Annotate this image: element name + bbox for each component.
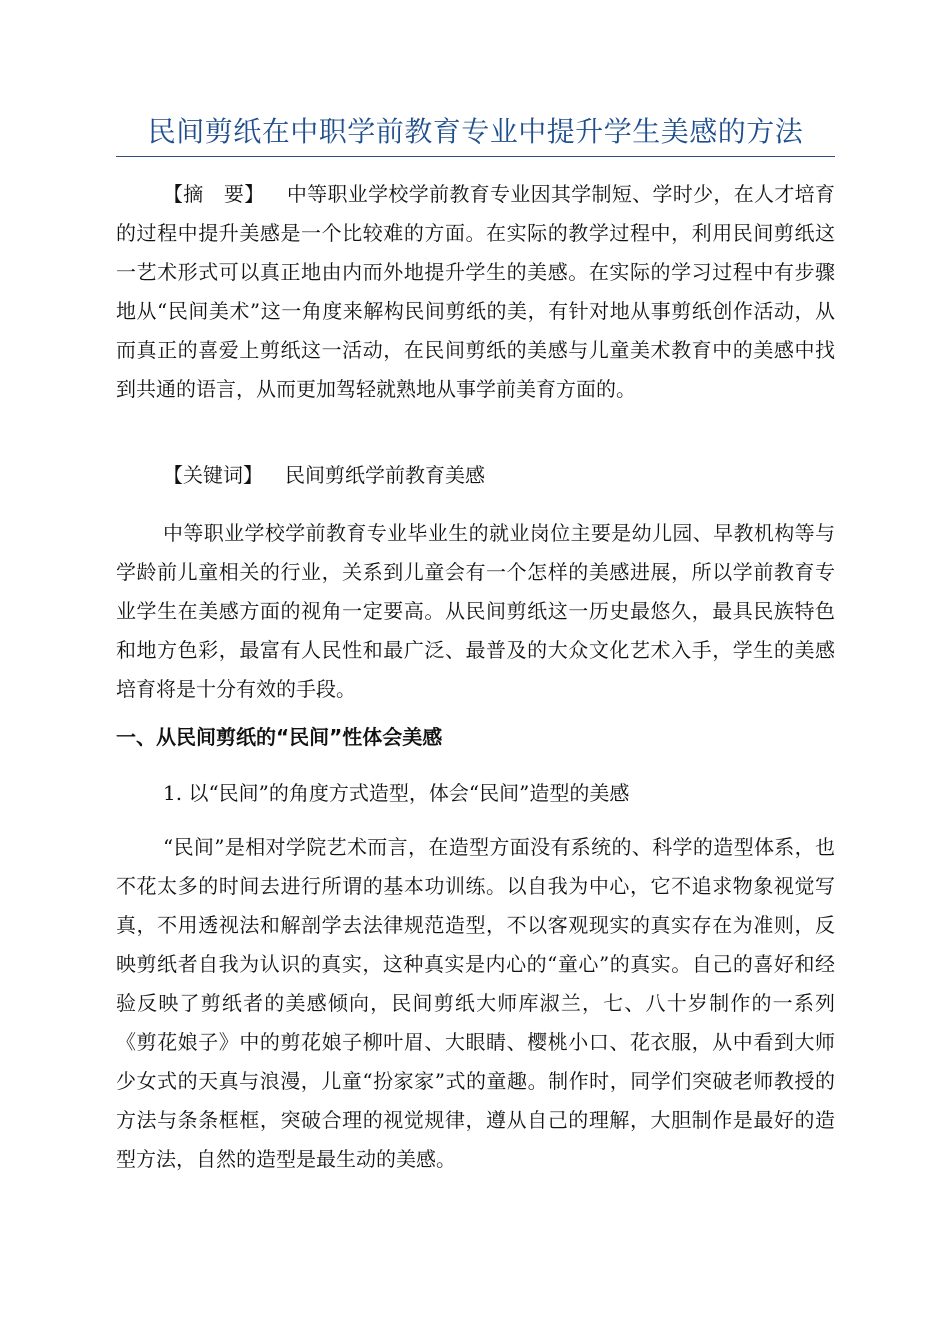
abstract-text: 中等职业学校学前教育专业因其学制短、学时少，在人才培育的过程中提升美感是一个比较难的方面。在实际的教学过程中，利用民间剪纸这一艺术形式可以真正地由内而外地提升学生的美感。在实际的学习过程中有步骤地从“民间美术”这一角度来解构民间剪纸的美，有针对地从事剪纸创作活动，从而真正的喜爱上剪纸这一活动，在民间剪纸的美感与儿童美术教育中的美感中找到共通的语言，从而更加驾轻就熟地从事学前美育方面的。 xyxy=(116,182,835,401)
document-title: 民间剪纸在中职学前教育专业中提升学生美感的方法 xyxy=(147,115,804,148)
abstract-paragraph xyxy=(116,175,835,409)
subsection-heading-1-1: 1. 以“民间”的角度方式造型，体会“民间”造型的美感 xyxy=(163,781,630,805)
body-paragraph-1: “民间”是相对学院艺术而言，在造型方面没有系统的、科学的造型体系，也不花太多的时间去进行所谓的基本功训练。以自我为中心，它不追求物象视觉写真，不用透视法和解剖学去法律规范造型，不以客观现实的真实存在为准则，反映剪纸者自我为认识的真实，这种真实是内心的“童心”的真实。自己的喜好和经验反映了剪纸者的美感倾向，民间剪纸大师库淑兰，七、八十岁制作的一系列《剪花娘子》中的剪花娘子柳叶眉、大眼睛、樱桃小口、花衣服，从中看到大师少女式的天真与浪漫，儿童“扮家家”式的童趣。制作时，同学们突破老师教授的方法与条条框框，突破合理的视觉规律，遵从自己的理解，大胆制作是最好的造型方法，自然的造型是最生动的美感。 xyxy=(116,835,835,1171)
abstract-label: 【摘 要】 xyxy=(163,182,265,206)
intro-paragraph: 中等职业学校学前教育专业毕业生的就业岗位主要是幼儿园、早教机构等与学龄前儿童相关的行业，关系到儿童会有一个怎样的美感进展，所以学前教育专业学生在美感方面的视角一定要高。从民间剪纸这一历史最悠久，最具民族特色和地方色彩，最富有人民性和最广泛、最普及的大众文化艺术入手，学生的美感培育将是十分有效的手段。 xyxy=(116,521,835,701)
keywords-text: 民间剪纸学前教育美感 xyxy=(285,463,485,487)
keywords-paragraph xyxy=(116,456,835,495)
section-heading-1: 一、从民间剪纸的“民间”性体会美感 xyxy=(116,725,443,749)
keywords-label: 【关键词】 xyxy=(163,463,263,487)
title-block xyxy=(116,108,835,157)
